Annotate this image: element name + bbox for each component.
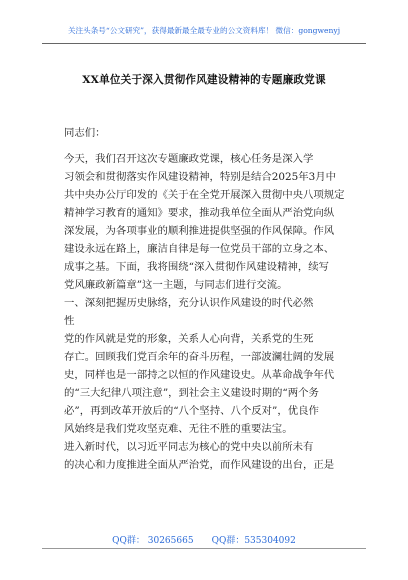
body-line: 今天，我们召开这次专题廉政党课，核心任务是深入学 [64,153,314,165]
salutation: 同志们： [64,127,106,139]
footer-qq-group-1: QQ群： 30265665 [112,536,194,546]
body-line: 共中央办公厅印发的《关于在全党开展深入贯彻中央八项规定 [64,189,345,201]
body-line: 进入新时代，以习近平同志为核心的党中央以前所未有 [64,441,314,453]
header-note: 关注头条号“公文研究”，获得最新最全最专业的公文资料库！ 微信：gongwenyj [67,26,341,35]
body-line: 必”，再到改革开放后的“八个坚持、八个反对”，优良作 [64,405,319,417]
section-heading-line: 性 [64,315,75,327]
document-title: XX单位关于深入贯彻作风建设精神的专题廉政党课 [82,74,326,86]
body-line: 成事之基。下面，我将围绕“深入贯彻作风建设精神，续写 [64,261,330,273]
body-line: 党风廉政新篇章”这一主题，与同志们进行交流。 [64,279,288,291]
body-line: 党的作风就是党的形象，关系人心向背，关系党的生死 [64,333,314,345]
body-line: 存亡。回顾我们党百余年的奋斗历程，一部波澜壮阔的发展 [64,351,335,363]
body-line: 建设永远在路上，廉洁自律是每一位党员干部的立身之本、 [64,243,335,255]
body-line: 的决心和力度推进全面从严治党，而作风建设的出台，正是 [64,459,335,471]
body-line: 的“三大纪律八项注意”，到社会主义建设时期的“两个务 [64,387,319,399]
document-body [64,150,352,474]
footer-divider [42,548,366,549]
footer-qq-group-2: QQ群：535304092 [211,536,296,546]
body-line: 习领会和贯彻落实作风建设精神，特别是结合2025年3月中 [64,171,337,183]
body-line: 史，同样也是一部持之以恒的作风建设史。从革命战争年代 [64,369,335,381]
footer-contact [0,533,408,546]
header-divider [42,43,366,44]
body-line: 深发展，为各项事业的顺利推进提供坚强的作风保障。作风 [64,225,335,237]
body-line: 风始终是我们党攻坚克难、无往不胜的重要法宝。 [64,423,293,435]
section-heading-line: 一、深刻把握历史脉络，充分认识作风建设的时代必然 [64,297,314,309]
body-line: 精神学习教育的通知》要求，推动我单位全面从严治党向纵 [64,207,335,219]
